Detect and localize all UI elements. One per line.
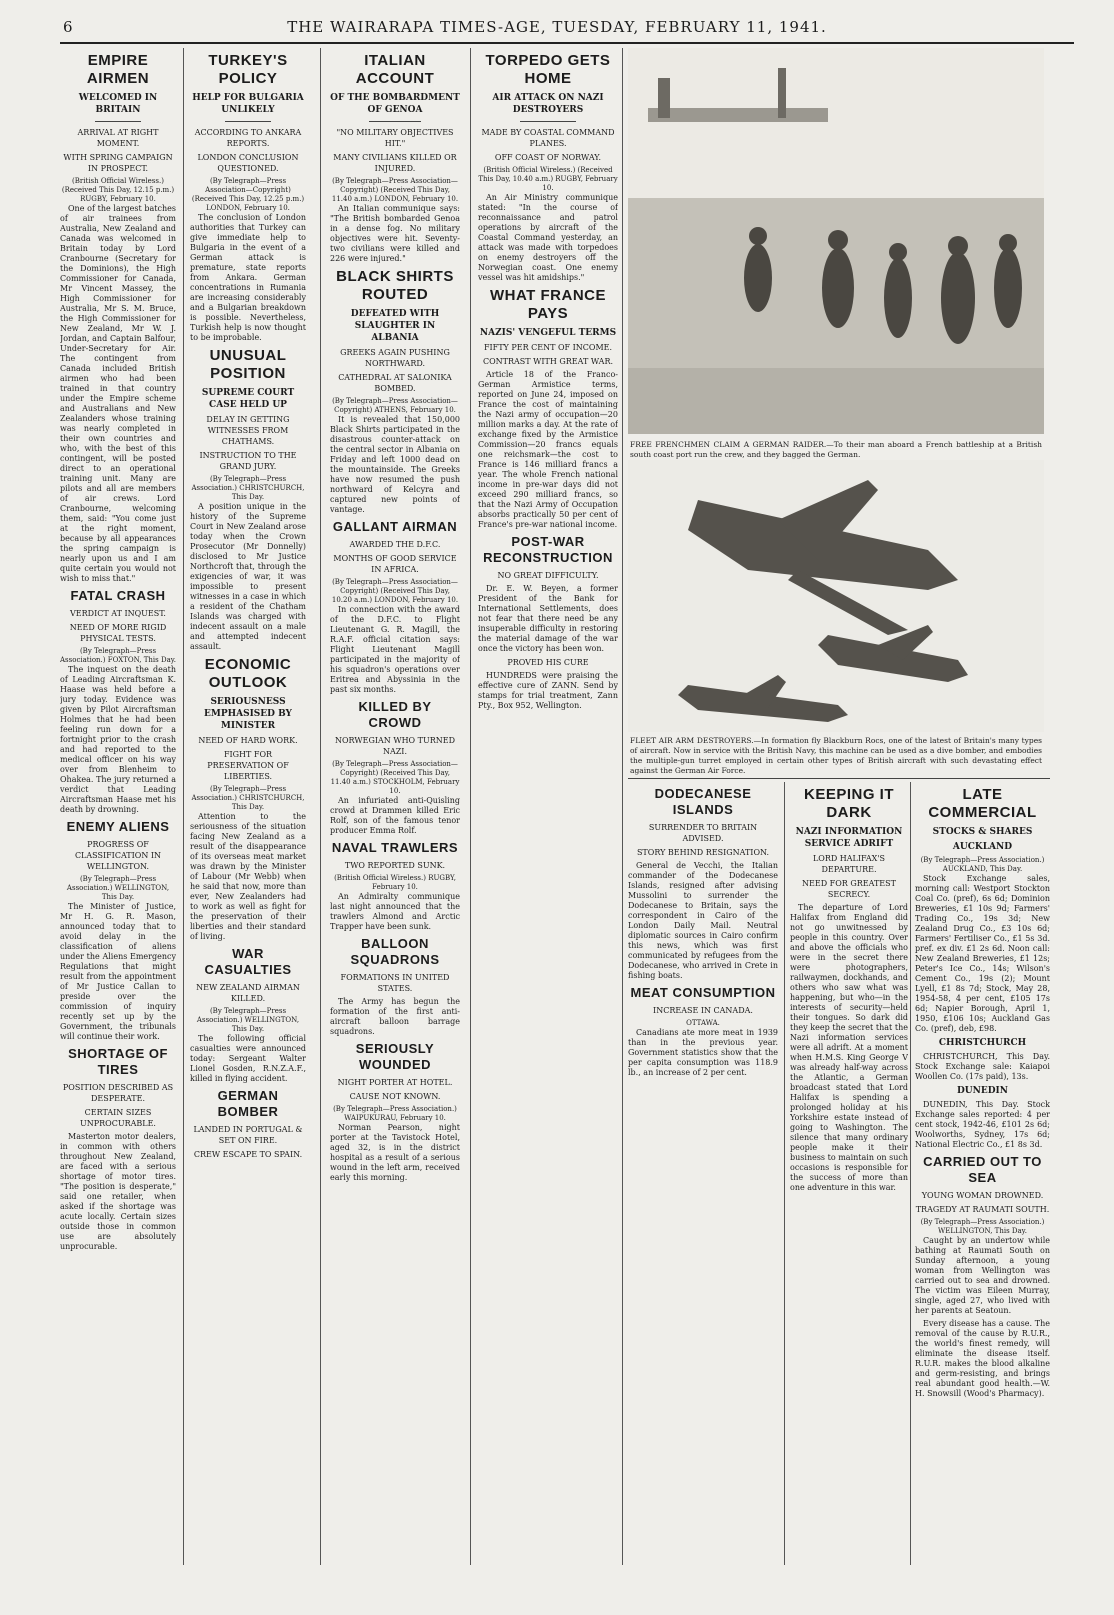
headline-enemy-aliens: ENEMY ALIENS xyxy=(66,819,170,834)
subhead: NEED OF MORE RIGID PHYSICAL TESTS. xyxy=(69,623,167,643)
headline-killed-by-crowd: KILLED BY CROWD xyxy=(358,699,432,730)
article-body: An Admiralty communique last night announced that the trawlers Almond and Arctic Trapper have been sunk. xyxy=(330,892,460,931)
headline-post-war-reconstruction: POST-WAR RECONSTRUCTION xyxy=(483,534,613,565)
article-body: A position unique in the history of the Supreme Court in New Zealand arose today when the Crown Prosecutor (Mr Donnelly) disclosed to Mr Justice Northcroft that, through the exigencies of war, it was impossible to present witnesses in a case in which a resident of the Chatham Islands was charged with indecent assault on a male and attempted indecent assault. xyxy=(190,502,306,651)
column-divider xyxy=(320,48,321,1565)
dateline: (By Telegraph—Press Association.) WELLINGTON, This Day. xyxy=(66,875,170,901)
subhead: CREW ESCAPE TO SPAIN. xyxy=(193,1150,303,1159)
headline-shortage-of-tires: SHORTAGE OF TIRES xyxy=(68,1046,168,1077)
subhead: YOUNG WOMAN DROWNED. xyxy=(921,1191,1044,1200)
headline-seriously-wounded: SERIOUSLY WOUNDED xyxy=(355,1041,435,1072)
headline-naval-trawlers: NAVAL TRAWLERS xyxy=(331,840,459,855)
column-divider xyxy=(622,48,623,1565)
column-divider xyxy=(183,48,184,1565)
photo-free-frenchmen xyxy=(628,48,1044,434)
article-body: The following official casualties were announced today: Sergeant Walter Lionel Gosden, R.N.Z.A.F., killed in flying accident. xyxy=(190,1034,306,1083)
dateline: (By Telegraph—Press Association—Copyright) (Received This Day, 11.40 a.m.) LONDON, February 10. xyxy=(331,177,459,203)
headline-economic-outlook: ECONOMIC OUTLOOK xyxy=(204,656,292,691)
subhead: NEW ZEALAND AIRMAN KILLED. xyxy=(196,983,300,1003)
dateline: (British Official Wireless.) RUGBY, February 10. xyxy=(334,874,456,891)
column-6 xyxy=(790,782,908,1562)
dateline: (By Telegraph—Press Association—Copyright) ATHENS, February 10. xyxy=(332,397,458,414)
subhead: MADE BY COASTAL COMMAND PLANES. xyxy=(481,128,615,148)
section-dunedin: DUNEDIN xyxy=(957,1086,1008,1096)
dateline: (British Official Wireless.) (Received This Day, 10.40 a.m.) RUGBY, February 10. xyxy=(478,166,618,192)
subhead: MONTHS OF GOOD SERVICE IN AFRICA. xyxy=(333,554,457,574)
advertisement: Every disease has a cause. The removal of the cause by R.U.R., the world's finest remedy, will eliminate the disease itself. R.U.R. makes the blood alkaline and germ-resisting, and brings real abundant good health.—W. H. Snowsill (Wood's Pharmacy). xyxy=(915,1319,1050,1398)
column-2 xyxy=(190,48,306,1563)
subhead: HELP FOR BULGARIA UNLIKELY xyxy=(192,93,304,115)
subhead: INCREASE IN CANADA. xyxy=(653,1006,753,1015)
subhead: NAZIS' VENGEFUL TERMS xyxy=(479,328,617,338)
dateline: (British Official Wireless.) (Received This Day, 12.15 p.m.) RUGBY, February 10. xyxy=(61,177,175,203)
headline-gallant-airman: GALLANT AIRMAN xyxy=(332,519,458,534)
subhead: SUPREME COURT CASE HELD UP xyxy=(201,388,295,410)
dateline: (By Telegraph—Press Association.) WELLINGTON, This Day. xyxy=(920,1218,1045,1235)
subhead: LORD HALIFAX'S DEPARTURE. xyxy=(812,854,886,874)
subhead: NORWEGIAN WHO TURNED NAZI. xyxy=(335,736,455,756)
subhead: AIR ATTACK ON NAZI DESTROYERS xyxy=(492,93,604,115)
subhead: PROVED HIS CURE xyxy=(507,658,589,667)
subhead: FIFTY PER CENT OF INCOME. xyxy=(483,343,613,352)
article-body: Attention to the seriousness of the situation facing New Zealand as a result of the disappearance of its overseas meat market was drawn by the Minister of Labour (Mr Webb) when he said that now, more than ever, New Zealanders had to work as well as fight for the preservation of their liberties and their standard of living. xyxy=(190,812,306,941)
headline-war-casualties: WAR CASUALTIES xyxy=(204,946,292,977)
masthead xyxy=(30,18,1084,40)
article-body: Canadians ate more meat in 1939 than in the previous year. Government statistics show that the per capita consumption was 118.9 lb., an increase of 2 per cent. xyxy=(628,1028,778,1077)
subhead: LANDED IN PORTUGAL & SET ON FIRE. xyxy=(193,1125,303,1145)
article-body: The inquest on the death of Leading Aircraftsman K. Haase was held before a jury today. Evidence was given by Pilot Aircraftsman Holmes that he had been feeling run down for a fortnight prior to the crash and had reported to the medical officer on his way over from Blenheim to Ohakea. The jury returned a verdict that Leading Aircraftsman Haase met his death by drowning. xyxy=(60,665,176,814)
subhead: POSITION DESCRIBED AS DESPERATE. xyxy=(62,1083,174,1103)
article-body: CHRISTCHURCH, This Day. Stock Exchange sale: Kaiapoi Woollen Co. (17s paid), 13s. xyxy=(915,1052,1050,1081)
subhead: FORMATIONS IN UNITED STATES. xyxy=(340,973,450,993)
subhead: CERTAIN SIZES UNPROCURABLE. xyxy=(80,1108,156,1128)
subhead: OFF COAST OF NORWAY. xyxy=(494,153,602,162)
subhead: NAZI INFORMATION SERVICE ADRIFT xyxy=(795,827,903,849)
dateline: OTTAWA. xyxy=(686,1019,720,1027)
photo-fleet-air-arm xyxy=(628,460,1044,732)
caption-fleet-air-arm: FLEET AIR ARM DESTROYERS.—In formation fly Blackburn Rocs, one of the latest of Britain's many types of aircraft. Now in service with the British Navy, this machine can be used as a dive bomber, and embodies the multiple-gun turret employed in certain other types of British aircraft with such devastating effect against the German Air Force. xyxy=(630,736,1042,775)
divider xyxy=(369,121,421,122)
page-number: 6 xyxy=(63,18,74,36)
article-body: An Italian communique says: "The British bombarded Genoa in a dense fog. No military objectives were hit. Seventy-two civilians were killed and 226 were injured." xyxy=(330,204,460,263)
article-body: The Minister of Justice, Mr H. G. R. Mason, announced today that to avoid delay in the classification of aliens under the Aliens Emergency Regulations that might result from the appointment of Mr Justice Callan to preside over the commission of inquiry recently set up by the Government, the tribunals will continue their work. xyxy=(60,902,176,1041)
article-body: In connection with the award of the D.F.C. to Flight Lieutenant G. R. Magill, the R.A.F. official citation says: Flight Lieutenant Magill participated in the majority of his squadron's operations over Eritrea and Abyssinia in the past six months. xyxy=(330,605,460,694)
dateline: (By Telegraph—Press Association—Copyright) (Received This Day, 11.40 a.m.) STOCKHOLM, February 10. xyxy=(330,760,460,795)
column-divider xyxy=(470,48,471,1565)
subhead: TRAGEDY AT RAUMATI SOUTH. xyxy=(915,1205,1050,1214)
subhead: WITH SPRING CAMPAIGN IN PROSPECT. xyxy=(63,153,173,173)
column-1 xyxy=(60,48,176,1563)
article-body: Article 18 of the Franco-German Armistice terms, reported on June 24, imposed on France the cost of maintaining the Nazi army of occupation—20 million marks a day. At the rate of exchange fixed by the Armistice Commission—20 francs equals one reichsmark—the cost to France is 146 milliard francs a year. The whole French national income in pre-war days did not exceed 290 milliard francs, so that the Nazi Army of Occupation absorbs practically 50 per cent of France's pre-war national income. xyxy=(478,370,618,529)
headline-late-commercial: LATE COMMERCIAL xyxy=(928,786,1037,821)
article-body: General de Vecchi, the Italian commander of the Dodecanese Islands, resigned after advising Mussolini to surrender the Dodecanese to Britain, says the correspondent in Cairo of the London Daily Mail. Neutral diplomatic sources in Cairo confirm this news, which was first communicated by refugees from the Dodecanese, who arrived in Crete in fishing boats. xyxy=(628,861,778,980)
headline-dodecanese-islands: DODECANESE ISLANDS xyxy=(654,786,752,817)
dateline: (By Telegraph—Press Association.) CHRISTCHURCH, This Day. xyxy=(191,475,305,501)
section-christchurch: CHRISTCHURCH xyxy=(938,1038,1027,1048)
dateline: (By Telegraph—Press Association.) CHRISTCHURCH, This Day. xyxy=(191,785,305,811)
headline-torpedo-gets-home: TORPEDO GETS HOME xyxy=(485,52,611,87)
dateline: (By Telegraph—Press Association—Copyright) (Received This Day, 12.25 p.m.) LONDON, February 10. xyxy=(191,177,305,212)
headline-empire-airmen: EMPIRE AIRMEN xyxy=(86,52,150,87)
masthead-rule xyxy=(60,42,1074,44)
subhead: INSTRUCTION TO THE GRAND JURY. xyxy=(199,451,297,471)
article-body: Dr. E. W. Beyen, a former President of the Bank for International Settlements, does not fear that there need be any insuperable difficulty in restoring the material damage of the war once the victory has been won. xyxy=(478,584,618,653)
article-body: DUNEDIN, This Day. Stock Exchange sales reported: 4 per cent stock, 1942-46, £101 2s 6d; Woolworths, Sydney, 17s 6d; National Electric Co., £1 8s 3d. xyxy=(915,1100,1050,1149)
dateline: (By Telegraph—Press Association.) WELLINGTON, This Day. xyxy=(196,1007,300,1033)
subhead: NEED FOR GREATEST SECRECY. xyxy=(802,879,896,899)
headline-keeping-it-dark: KEEPING IT DARK xyxy=(803,786,894,821)
subhead: DELAY IN GETTING WITNESSES FROM CHATHAMS. xyxy=(206,415,290,446)
headline-fatal-crash: FATAL CRASH xyxy=(70,588,166,603)
subhead: "NO MILITARY OBJECTIVES HIT." xyxy=(336,128,454,148)
column-4 xyxy=(478,48,618,1563)
column-divider xyxy=(784,782,785,1565)
subhead: TWO REPORTED SUNK. xyxy=(344,861,446,870)
article-body: It is revealed that 150,000 Black Shirts participated in the disastrous counter-attack on the central sector in Albania on Friday and left 1000 dead on the mountainside. The Greeks have now resumed the push northward of Kelcyra and captured new points of vantage. xyxy=(330,415,460,514)
subhead: CAUSE NOT KNOWN. xyxy=(349,1092,441,1101)
advertisement: HUNDREDS were praising the effective cure of ZANN. Send by stamps for trial treatment, Zann Pty., Box 952, Wellington. xyxy=(478,671,618,710)
subhead: NEED OF HARD WORK. xyxy=(198,736,298,745)
headline-what-france-pays: WHAT FRANCE PAYS xyxy=(489,287,607,322)
subhead: STOCKS & SHARES xyxy=(932,827,1033,837)
article-body: Caught by an undertow while bathing at Raumati South on Sunday afternoon, a young woman from Wellington was carried out to sea and drowned. The victim was Eileen Murray, single, aged 27, who lived with her parents at Seatoun. xyxy=(915,1236,1050,1315)
divider xyxy=(520,121,576,122)
subhead: OF THE BOMBARDMENT OF GENOA xyxy=(330,93,460,115)
column-divider xyxy=(910,782,911,1565)
subhead: NIGHT PORTER AT HOTEL. xyxy=(337,1078,453,1087)
column-3 xyxy=(330,48,460,1563)
divider xyxy=(225,121,271,122)
subhead: SURRENDER TO BRITAIN ADVISED. xyxy=(648,823,758,843)
dateline: (By Telegraph—Press Association—Copyright) (Received This Day, 10.20 a.m.) LONDON, February 10. xyxy=(331,578,459,604)
article-body: Norman Pearson, night porter at the Tavistock Hotel, aged 32, is in the district hospital as a result of a serious wound in the left arm, received early this morning. xyxy=(330,1123,460,1182)
dateline: (By Telegraph—Press Association.) AUCKLAND, This Day. xyxy=(920,856,1045,873)
caption-free-frenchmen: FREE FRENCHMEN CLAIM A GERMAN RAIDER.—To their man aboard a French battleship at a British south coast port run the crew, and they bagged the German. xyxy=(630,440,1042,459)
headline-meat-consumption: MEAT CONSUMPTION xyxy=(630,985,776,1000)
article-body: One of the largest batches of air trainees from Australia, New Zealand and Canada was welcomed in Britain today by Lord Cranbourne (Secretary for the Dominions), the High Commissioner for Canada, Mr Vincent Massey, the High Commissioner for Australia, Mr S. M. Bruce, the High Commissioner for New Zealand, Mr W. J. Jordan, and Captain Balfour, Under-Secretary for Air. The contingent from Canada included British airmen who had been trained in that country under the Empire scheme and Australians and New Zealanders whose training was nearly completed in their own countries and who, with the best of this contingent, will be posted direct to an operational training unit. Many are pilots and all are members of air crews. Lord Cranbourne, welcoming them, said: "You come just at the right moment, because by all appearances the spring campaign is nearly upon us and I am quite certain you would not wish to miss that." xyxy=(60,204,176,583)
headline-german-bomber: GERMAN BOMBER xyxy=(217,1088,279,1119)
article-body: The conclusion of London authorities that Turkey can give immediate help to Bulgaria in the event of a German attack is premature, state reports from Ankara. German concentrations in Rumania are increasing considerably and a Bulgarian breakdown is possible. Nevertheless, Turkish help is now thought to be improbable. xyxy=(190,213,306,342)
subhead: AWARDED THE D.F.C. xyxy=(349,540,441,549)
masthead-title: THE WAIRARAPA TIMES-AGE, TUESDAY, FEBRUARY 11, 1941. xyxy=(287,18,827,36)
subhead: STORY BEHIND RESIGNATION. xyxy=(636,848,770,857)
headline-italian-account: ITALIAN ACCOUNT xyxy=(355,52,435,87)
photo-illustration xyxy=(628,48,1044,434)
headline-carried-out-to-sea: CARRIED OUT TO SEA xyxy=(923,1154,1042,1185)
article-body: The Army has begun the formation of the first anti-aircraft balloon barrage squadrons. xyxy=(330,997,460,1036)
photo-illustration xyxy=(628,460,1044,732)
subhead: SERIOUSNESS EMPHASISED BY MINISTER xyxy=(204,697,292,731)
article-body: Stock Exchange sales, morning call: Westport Stockton Coal Co. (pref), 6s 6d; Dominion Breweries, £1 10s 9d; Farmers' Trading Co., 19s 3d; New Zealand Drug Co., £3 10s 6d; Farmers' Fertiliser Co., £1 5s 3d. pref. ex div. £1 2s 6d. Noon call: New Zealand Breweries, £1 12s; Peter's Ice Co., 14s; Wilson's Cement Co., 19s (2); Mount Lyell, £1 8s 7d; Stock, May 28, 1954-58, 4 per cent, £105 17s 6d; Napier Borough, April 1, 1950, £106 10s; Auckland Gas Co. (pref), deb, £98. xyxy=(915,874,1050,1033)
dateline: (By Telegraph—Press Association.) FOXTON, This Day. xyxy=(60,647,176,664)
subhead: LONDON CONCLUSION QUESTIONED. xyxy=(197,153,299,173)
subhead: GREEKS AGAIN PUSHING NORTHWARD. xyxy=(340,348,450,368)
subhead: ACCORDING TO ANKARA REPORTS. xyxy=(194,128,302,148)
column-7 xyxy=(915,782,1050,1562)
column-5 xyxy=(628,782,778,1562)
subhead: PROGRESS OF CLASSIFICATION IN WELLINGTON. xyxy=(74,840,162,871)
headline-black-shirts-routed: BLACK SHIRTS ROUTED xyxy=(336,268,454,303)
article-body: The departure of Lord Halifax from England did not go unwitnessed by people in this country. Over and above the officials who were in the secret there were photographers, railwaymen, dockhands, and others who saw what was happening, but who—in the interests of security—held their tongues. So dark did they keep the secret that the Nazi information services were all adrift. At a moment when H.M.S. King George V was already half-way across the Atlantic, a German broadcast stated that Lord Halifax is spending a prolonged holiday at his Yorkshire estate instead of going to Washington. The silence that many ordinary people make it their business to maintain on such occasions is responsible for the success of more than one adventure in this war. xyxy=(790,903,908,1192)
subhead: DEFEATED WITH SLAUGHTER IN ALBANIA xyxy=(350,309,440,343)
headline-unusual-position: UNUSUAL POSITION xyxy=(209,347,287,382)
dateline: (By Telegraph—Press Association.) WAIPUKURAU, February 10. xyxy=(333,1105,457,1122)
article-body: An Air Ministry communique stated: "In the course of reconnaissance and patrol operations by aircraft of the Coastal Command yesterday, an attack was made with torpedoes on enemy destroyers off the Norwegian coast. One enemy vessel was hit amidships." xyxy=(478,193,618,282)
article-body: An infuriated anti-Quisling crowd at Drammen killed Eric Rolf, son of the famous tenor producer Emma Rolf. xyxy=(330,796,460,835)
headline-balloon-squadrons: BALLOON SQUADRONS xyxy=(350,936,440,967)
subhead: MANY CIVILIANS KILLED OR INJURED. xyxy=(333,153,457,173)
headline-turkeys-policy: TURKEY'S POLICY xyxy=(208,52,288,87)
subhead: CONTRAST WITH GREAT WAR. xyxy=(482,357,614,366)
section-auckland: AUCKLAND xyxy=(952,842,1013,852)
section-rule xyxy=(628,778,1050,779)
divider xyxy=(95,121,141,122)
subhead: VERDICT AT INQUEST. xyxy=(70,609,166,618)
subhead: WELCOMED IN BRITAIN xyxy=(78,93,158,115)
subhead: FIGHT FOR PRESERVATION OF LIBERTIES. xyxy=(207,750,289,781)
subhead: ARRIVAL AT RIGHT MOMENT. xyxy=(77,128,159,148)
subhead: NO GREAT DIFFICULTY. xyxy=(497,571,599,580)
article-body: Masterton motor dealers, in common with others throughout New Zealand, are faced with a serious shortage of motor tires. "The position is desperate," said one retailer, when asked if the shortage was acute locally. Certain sizes outside those in common use are absolutely unprocurable. xyxy=(60,1132,176,1251)
subhead: CATHEDRAL AT SALONIKA BOMBED. xyxy=(338,373,452,393)
